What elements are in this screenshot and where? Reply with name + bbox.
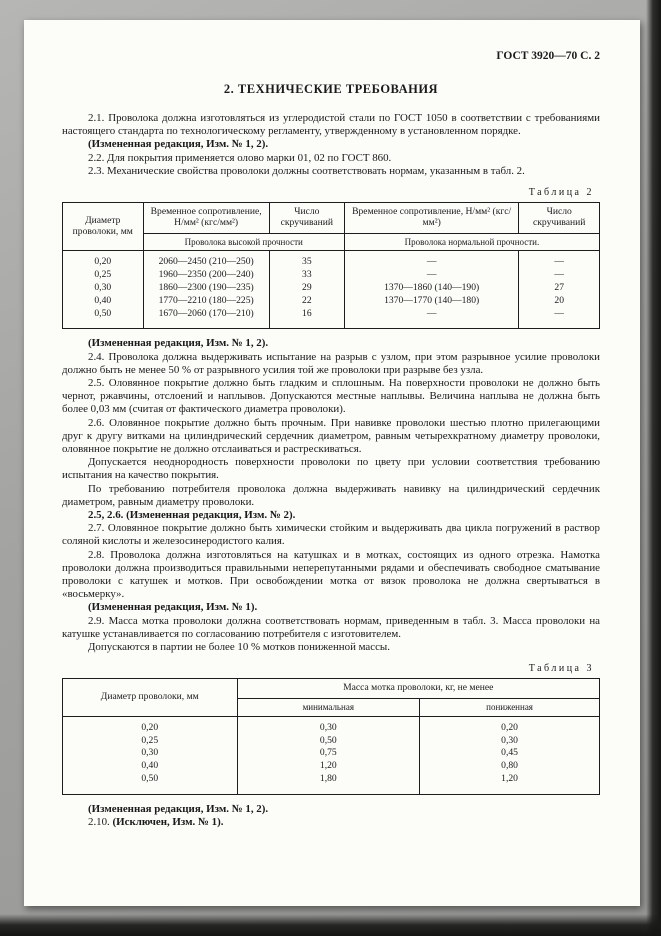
mechanical-properties-table — [62, 202, 600, 329]
table-row — [63, 269, 600, 282]
table3-header-diameter: Диаметр проволоки, мм — [63, 679, 238, 717]
table2-header-resistance-high: Временное сопротивление, Н/мм² (кгс/мм²) — [143, 203, 269, 234]
paragraph-2-10-excluded: (Исключен, Изм. № 1). — [112, 816, 224, 829]
paragraph-2-1: 2.1. Проволока должна изготовляться из углеродистой стали по ГОСТ 1050 в соответствии с требованиями настоящего стандарта по технологическому регламенту, утвержденному в установленном порядке. — [62, 112, 600, 138]
table-cell: 0,45 — [420, 747, 600, 760]
table3-header-mass-group: Масса мотка проволоки, кг, не менее — [237, 679, 599, 699]
coil-mass-table — [62, 678, 600, 795]
table-cell: 0,30 — [63, 282, 144, 295]
table-row — [63, 747, 600, 760]
table-cell: 1670—2060 (170—210) — [143, 308, 269, 329]
table-cell: 33 — [269, 269, 344, 282]
table2-header-twists-normal: Число скручиваний — [519, 203, 600, 234]
table-cell: 0,50 — [237, 735, 420, 748]
table-cell: 0,25 — [63, 269, 144, 282]
table-cell: 0,20 — [63, 251, 144, 269]
table-cell: 0,40 — [63, 760, 238, 773]
paragraph-2-6: 2.6. Оловянное покрытие должно быть прочным. При навивке проволоки шестью плотно прилегающими друг к другу витками на цилиндрический сердечник диаметром, равным четырехкратному диаметру проволоки, оловянное покрытие не должно отслаиваться и растрескиваться. — [62, 416, 600, 456]
amendment-note-5: (Измененная редакция, Изм. № 1, 2). — [88, 802, 269, 815]
table-cell: — — [344, 308, 519, 329]
table-cell: 1370—1770 (140—180) — [344, 295, 519, 308]
paragraph-2-7: 2.7. Оловянное покрытие должно быть химически стойким и выдерживать два цикла погружений в раствор соляной кислоты и железосинеродистого калия. — [62, 522, 600, 548]
amendment-note-2: (Измененная редакция, Изм. № 1, 2). — [88, 337, 269, 350]
scan-shadow-right — [646, 0, 661, 936]
paragraph-2-10 — [62, 816, 600, 829]
table2-group-row — [63, 233, 600, 251]
table-cell: 2060—2450 (210—250) — [143, 251, 269, 269]
amendment-note-3: 2.5, 2.6. (Измененная редакция, Изм. № 2). — [88, 509, 296, 522]
paragraph-2-9: 2.9. Масса мотка проволоки должна соответствовать нормам, приведенным в табл. 3. Масса проволоки на катушке устанавливается по согласованию потребителя с изготовителем. — [62, 614, 600, 640]
table-cell: 1860—2300 (190—235) — [143, 282, 269, 295]
table-cell: — — [344, 269, 519, 282]
table-cell: 0,30 — [237, 716, 420, 734]
paragraph-2-9-note: Допускаются в партии не более 10 % мотков пониженной массы. — [88, 641, 390, 654]
table-cell: 35 — [269, 251, 344, 269]
table2-header-row — [63, 203, 600, 234]
page-header: ГОСТ 3920—70 С. 2 — [496, 50, 600, 62]
paragraph-2-4: 2.4. Проволока должна выдерживать испытание на разрыв с узлом, при этом разрывное усилие проволоки должно быть не менее 50 % от разрывного усилия той же проволоки при разрыве без узла. — [62, 350, 600, 376]
table2-group-normal: Проволока нормальной прочности. — [344, 233, 599, 251]
paragraph-2-5: 2.5. Оловянное покрытие должно быть гладким и сплошным. На поверхности проволоки не должно быть чернот, ржавчины, отслоений и наплывов. Допускаются местные наплывы. Величина наплыва не должна быть более 0,03 мм (считая от фактического диаметра проволоки). — [62, 377, 600, 416]
table-row — [63, 295, 600, 308]
table-row — [63, 716, 600, 734]
table-cell: 0,40 — [63, 295, 144, 308]
paragraph-2-6-note-a: Допускается неоднородность поверхности проволоки по цвету при условии соответствия требованию испытания на качество покрытия. — [62, 456, 600, 482]
table-cell: 1370—1860 (140—190) — [344, 282, 519, 295]
table-cell: 0,80 — [420, 760, 600, 773]
table3-subheader-reduced: пониженная — [420, 699, 600, 717]
table-cell: — — [519, 308, 600, 329]
table-cell: 29 — [269, 282, 344, 295]
table2-header-diameter: Диаметр проволоки, мм — [63, 203, 144, 251]
table-row — [63, 308, 600, 329]
table-cell: — — [344, 251, 519, 269]
table-row — [63, 773, 600, 794]
paragraph-2-8: 2.8. Проволока должна изготовляться на катушках и в мотках, состоящих из одного отрезка. Намотка проволоки должна производиться правильными неперепутанными рядами и обеспечивать свободное сматывание проволоки с катушек и мотков. При освобождении мотка от вязок проволока не должна свертываться в «восьмерку». — [62, 548, 600, 601]
table-cell: 27 — [519, 282, 600, 295]
paragraph-2-2: 2.2. Для покрытия применяется олово марки 01, 02 по ГОСТ 860. — [88, 151, 392, 164]
table-cell: — — [519, 251, 600, 269]
table-row — [63, 760, 600, 773]
table3-label: Таблица 3 — [528, 663, 594, 675]
table-cell: 1,20 — [420, 773, 600, 794]
table-cell: 1,80 — [237, 773, 420, 794]
table-row — [63, 735, 600, 748]
table-cell: 20 — [519, 295, 600, 308]
table-cell: 1,20 — [237, 760, 420, 773]
table-cell: 0,30 — [63, 747, 238, 760]
table3-header-row — [63, 679, 600, 699]
table2-label: Таблица 2 — [528, 187, 594, 199]
table-cell: 1770—2210 (180—225) — [143, 295, 269, 308]
table-cell: 0,20 — [63, 716, 238, 734]
amendment-note-1: (Измененная редакция, Изм. № 1, 2). — [88, 138, 269, 151]
table-cell: 0,25 — [63, 735, 238, 748]
table-cell: 0,20 — [420, 716, 600, 734]
scan-shadow-bottom — [0, 914, 661, 936]
table-row — [63, 282, 600, 295]
paragraph-2-3: 2.3. Механические свойства проволоки должны соответствовать нормам, указанным в табл. 2. — [88, 164, 525, 177]
document-page — [24, 20, 640, 906]
table-cell: 0,50 — [63, 308, 144, 329]
table-row — [63, 251, 600, 269]
table2-header-twists-high: Число скручиваний — [269, 203, 344, 234]
table2-group-high: Проволока высокой прочности — [143, 233, 344, 251]
table2-header-resistance-normal: Временное сопротивление, Н/мм² (кгс/мм²) — [344, 203, 519, 234]
table-cell: 0,30 — [420, 735, 600, 748]
table-cell: 0,50 — [63, 773, 238, 794]
amendment-note-4: (Измененная редакция, Изм. № 1). — [88, 601, 258, 614]
table-cell: 22 — [269, 295, 344, 308]
table-cell: 16 — [269, 308, 344, 329]
table-cell: 1960—2350 (200—240) — [143, 269, 269, 282]
table3-subheader-min: минимальная — [237, 699, 420, 717]
table-cell: 0,75 — [237, 747, 420, 760]
table-cell: — — [519, 269, 600, 282]
paragraph-2-6-note-b: По требованию потребителя проволока должна выдерживать навивку на цилиндрический сердечник диаметром, равным диаметру проволоки. — [62, 482, 600, 508]
paragraph-2-10-number: 2.10. — [88, 816, 113, 829]
section-title: 2. ТЕХНИЧЕСКИЕ ТРЕБОВАНИЯ — [223, 82, 439, 96]
